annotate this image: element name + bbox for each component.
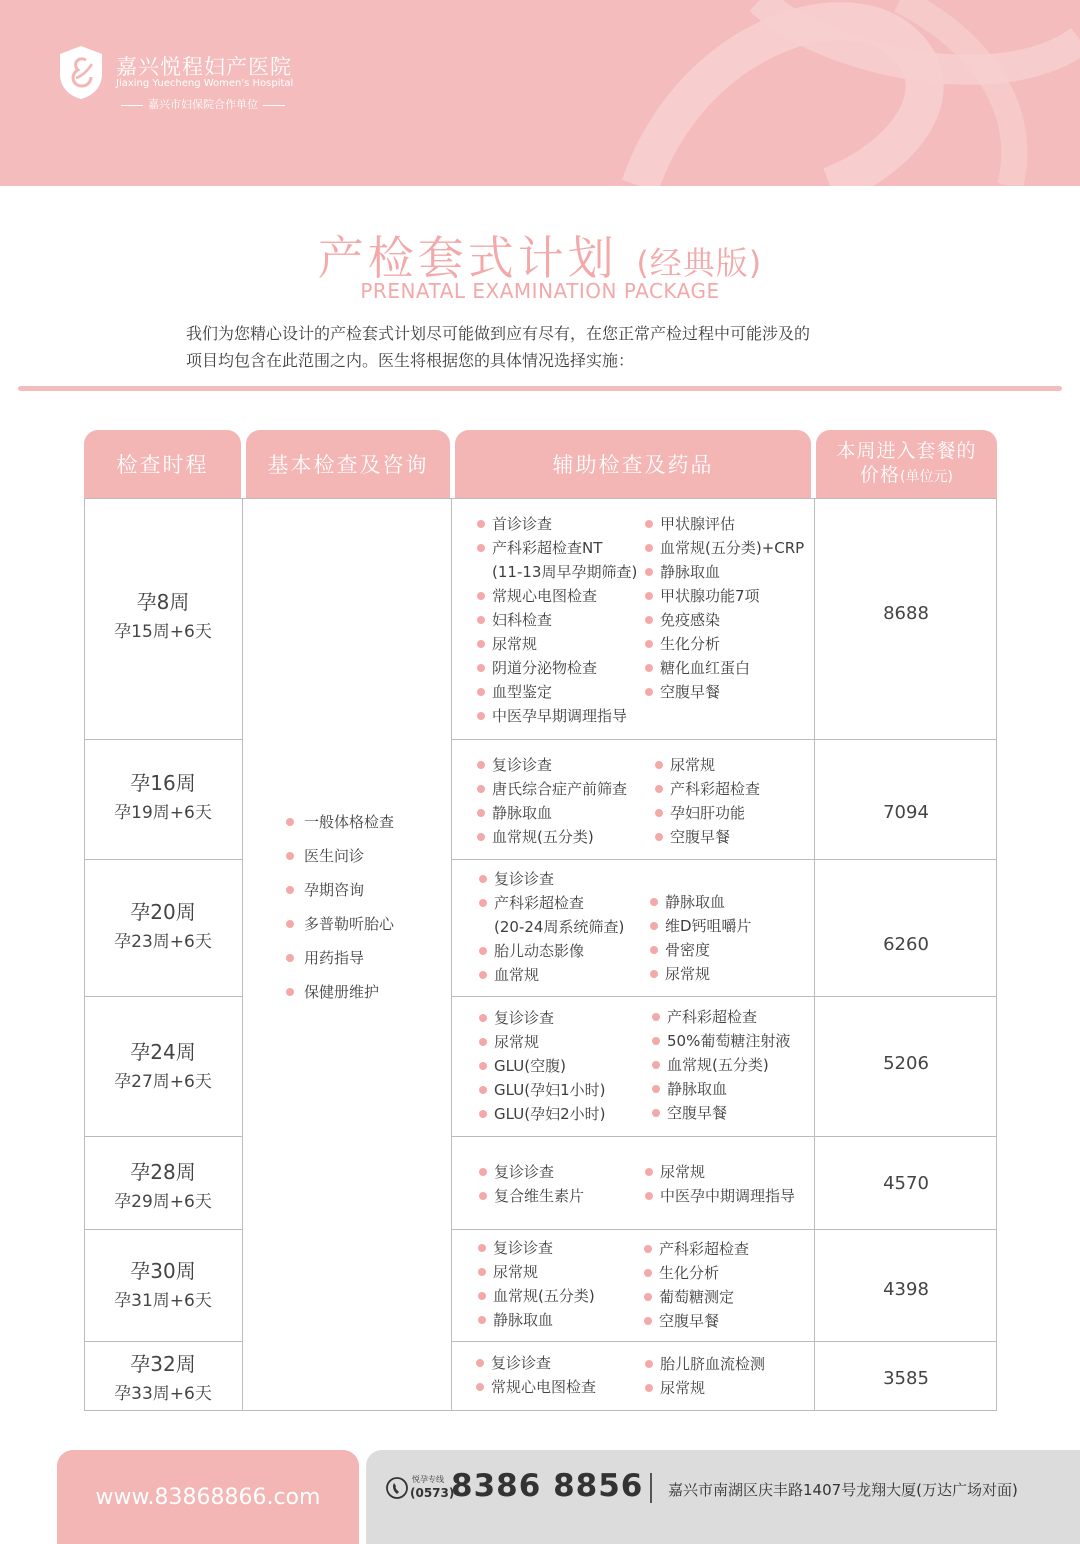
aux-item: 生化分析 xyxy=(644,1261,749,1285)
header-banner xyxy=(0,0,1080,186)
row-divider xyxy=(451,1341,997,1342)
aux-item: 胎儿动态影像 xyxy=(479,939,624,963)
row-divider xyxy=(84,1136,242,1137)
title-edition: (经典版) xyxy=(636,244,763,282)
week-start: 孕28周 xyxy=(130,1160,196,1184)
aux-item: 生化分析 xyxy=(645,632,804,656)
col-divider xyxy=(242,498,243,1411)
aux-item: 产科彩超检查 xyxy=(644,1237,749,1261)
aux-list-left xyxy=(479,1160,584,1208)
header-schedule-label: 检查时程 xyxy=(116,453,209,477)
area-code: (0573) xyxy=(410,1486,455,1500)
row-divider xyxy=(451,1136,997,1137)
website-link[interactable] xyxy=(57,1450,359,1544)
basic-item: 用药指导 xyxy=(286,941,394,975)
row-divider xyxy=(84,1341,242,1342)
aux-item: 产科彩超检查NT xyxy=(477,536,637,560)
week-start: 孕8周 xyxy=(136,590,190,614)
aux-list-left xyxy=(479,1006,605,1126)
price-value: 4570 xyxy=(883,1173,929,1194)
aux-item: GLU(孕妇1小时) xyxy=(479,1078,605,1102)
website-text: www.83868866.com xyxy=(95,1484,321,1510)
aux-item: 血常规(五分类)+CRP xyxy=(645,536,804,560)
aux-item: 复诊诊查 xyxy=(479,1160,584,1184)
header-price xyxy=(816,430,997,498)
aux-item: 胎儿脐血流检测 xyxy=(645,1352,765,1376)
aux-item: 甲状腺评估 xyxy=(645,512,804,536)
row-divider xyxy=(451,1229,997,1230)
aux-list-right xyxy=(645,512,804,704)
partner-tagline: 嘉兴市妇保院合作单位 xyxy=(116,96,290,112)
aux-item: 产科彩超检查 xyxy=(479,891,624,915)
aux-item: 复诊诊查 xyxy=(477,753,627,777)
week-cell xyxy=(84,767,242,823)
aux-item: 空腹早餐 xyxy=(655,825,760,849)
week-cell xyxy=(84,896,242,952)
aux-item: 尿常规 xyxy=(477,632,637,656)
aux-item: 首诊诊查 xyxy=(477,512,637,536)
week-cell xyxy=(84,1348,242,1404)
week-cell xyxy=(84,1036,242,1092)
aux-item: 空腹早餐 xyxy=(645,680,804,704)
aux-item: 甲状腺功能7项 xyxy=(645,584,804,608)
aux-item: 复合维生素片 xyxy=(479,1184,584,1208)
week-range: 孕29周+6天 xyxy=(114,1192,212,1212)
aux-item: 维D钙咀嚼片 xyxy=(650,914,752,938)
price-value: 5206 xyxy=(883,1053,929,1074)
price-value: 7094 xyxy=(883,802,929,823)
basic-item: 孕期咨询 xyxy=(286,873,394,907)
week-range: 孕31周+6天 xyxy=(114,1291,212,1311)
phone-icon xyxy=(386,1476,408,1500)
price-value: 4398 xyxy=(883,1279,929,1300)
aux-list-left xyxy=(478,1236,595,1332)
address-text: 嘉兴市南湖区庆丰路1407号龙翔大厦(万达广场对面) xyxy=(668,1481,1018,1499)
aux-item: 50%葡萄糖注射液 xyxy=(652,1029,790,1053)
aux-item: 尿常规 xyxy=(479,1030,605,1054)
aux-item: 复诊诊查 xyxy=(478,1236,595,1260)
aux-item: 常规心电图检查 xyxy=(476,1375,596,1399)
aux-list-left xyxy=(477,512,637,728)
aux-list-left xyxy=(476,1351,596,1399)
row-divider xyxy=(451,739,997,740)
aux-item: 糖化血红蛋白 xyxy=(645,656,804,680)
header-basic-label: 基本检查及咨询 xyxy=(267,453,429,477)
intro-line-2: 项目均包含在此范围之内。医生将根据您的具体情况选择实施： xyxy=(186,351,635,370)
aux-item: 尿常规 xyxy=(655,753,760,777)
aux-item: 中医孕中期调理指导 xyxy=(645,1184,795,1208)
aux-item-note: (11-13周早孕期筛查) xyxy=(492,563,638,581)
col-divider xyxy=(451,498,452,1411)
header-price-line2 xyxy=(836,463,976,489)
aux-item: 产科彩超检查 xyxy=(655,777,760,801)
aux-item: 静脉取血 xyxy=(478,1308,595,1332)
row-divider xyxy=(84,739,242,740)
ribbon-decoration xyxy=(0,0,1080,186)
intro-line-1: 我们为您精心设计的产检套式计划尽可能做到应有尽有，在您正常产检过程中可能涉及的 xyxy=(186,324,811,343)
aux-item: 尿常规 xyxy=(650,962,752,986)
row-divider xyxy=(451,996,997,997)
aux-list-right xyxy=(645,1352,765,1400)
week-start: 孕16周 xyxy=(130,771,196,795)
aux-item: 唐氏综合症产前筛查 xyxy=(477,777,627,801)
aux-item: 血常规 xyxy=(479,963,624,987)
header-schedule xyxy=(84,430,241,498)
aux-item: 复诊诊查 xyxy=(479,1006,605,1030)
header-price-unit: (单位元) xyxy=(900,469,953,485)
week-cell xyxy=(84,586,242,642)
week-range: 孕15周+6天 xyxy=(114,622,212,642)
aux-item: 中医孕早期调理指导 xyxy=(477,704,637,728)
header-basic xyxy=(246,430,450,498)
basic-item: 多普勒听胎心 xyxy=(286,907,394,941)
aux-item: 血常规(五分类) xyxy=(652,1053,790,1077)
header-price-label: 价格 xyxy=(860,464,901,486)
price-value: 6260 xyxy=(883,934,929,955)
aux-item: 骨密度 xyxy=(650,938,752,962)
week-range: 孕19周+6天 xyxy=(114,803,212,823)
aux-list-right xyxy=(645,1160,795,1208)
week-start: 孕20周 xyxy=(130,900,196,924)
week-cell xyxy=(84,1156,242,1212)
price-value: 8688 xyxy=(883,603,929,624)
week-range: 孕23周+6天 xyxy=(114,932,212,952)
basic-item: 保健册维护 xyxy=(286,975,394,1009)
hospital-name-english: Jiaxing Yuecheng Women's Hospital xyxy=(116,78,294,89)
page-title-english: PRENATAL EXAMINATION PACKAGE xyxy=(360,279,720,303)
aux-item: GLU(孕妇2小时) xyxy=(479,1102,605,1126)
aux-item: 静脉取血 xyxy=(652,1077,790,1101)
basic-items-list xyxy=(286,805,394,1009)
aux-item: 空腹早餐 xyxy=(652,1101,790,1125)
header-auxiliary-label: 辅助检查及药品 xyxy=(552,453,714,477)
basic-item: 医生问诊 xyxy=(286,839,394,873)
aux-item: 静脉取血 xyxy=(650,890,752,914)
aux-item: 尿常规 xyxy=(645,1160,795,1184)
aux-list-left xyxy=(477,753,627,849)
header-auxiliary xyxy=(455,430,811,498)
aux-list-right xyxy=(655,753,760,849)
divider xyxy=(18,386,1062,391)
title-main: 产检套式计划 xyxy=(317,231,618,285)
aux-list-right xyxy=(652,1005,790,1125)
week-range: 孕33周+6天 xyxy=(114,1384,212,1404)
aux-item: 血常规(五分类) xyxy=(477,825,627,849)
basic-item: 一般体格检查 xyxy=(286,805,394,839)
aux-list-right xyxy=(650,890,752,986)
row-divider xyxy=(451,859,997,860)
aux-item: 血常规(五分类) xyxy=(478,1284,595,1308)
phone-number[interactable]: 8386 8856 xyxy=(451,1468,644,1504)
price-value: 3585 xyxy=(883,1368,929,1389)
aux-item: 静脉取血 xyxy=(477,801,627,825)
footer-divider xyxy=(650,1473,652,1503)
aux-item: GLU(空腹) xyxy=(479,1054,605,1078)
aux-item: 尿常规 xyxy=(645,1376,765,1400)
week-start: 孕32周 xyxy=(130,1352,196,1376)
week-range: 孕27周+6天 xyxy=(114,1072,212,1092)
aux-item: 产科彩超检查 xyxy=(652,1005,790,1029)
aux-item: 血型鉴定 xyxy=(477,680,637,704)
hotline-label: 悦孕专线 xyxy=(412,1475,444,1484)
header-price-line1: 本周进入套餐的 xyxy=(836,440,977,462)
aux-item: 空腹早餐 xyxy=(644,1309,749,1333)
row-divider xyxy=(84,859,242,860)
aux-item: 葡萄糖测定 xyxy=(644,1285,749,1309)
aux-item: 常规心电图检查 xyxy=(477,584,637,608)
aux-list-right xyxy=(644,1237,749,1333)
week-cell xyxy=(84,1255,242,1311)
week-start: 孕30周 xyxy=(130,1259,196,1283)
aux-item: 复诊诊查 xyxy=(476,1351,596,1375)
aux-item: 妇科检查 xyxy=(477,608,637,632)
week-start: 孕24周 xyxy=(130,1040,196,1064)
aux-item: 尿常规 xyxy=(478,1260,595,1284)
aux-list-left xyxy=(479,867,624,987)
aux-item: 静脉取血 xyxy=(645,560,804,584)
hospital-name: 嘉兴悦程妇产医院 xyxy=(116,55,292,79)
row-divider xyxy=(84,996,242,997)
intro-text xyxy=(186,320,906,374)
row-divider xyxy=(84,1229,242,1230)
aux-item-note: (20-24周系统筛查) xyxy=(494,918,625,936)
aux-item: 免疫感染 xyxy=(645,608,804,632)
aux-item: 阴道分泌物检查 xyxy=(477,656,637,680)
aux-item: 孕妇肝功能 xyxy=(655,801,760,825)
aux-item: 复诊诊查 xyxy=(479,867,624,891)
hospital-logo-icon xyxy=(58,44,104,100)
